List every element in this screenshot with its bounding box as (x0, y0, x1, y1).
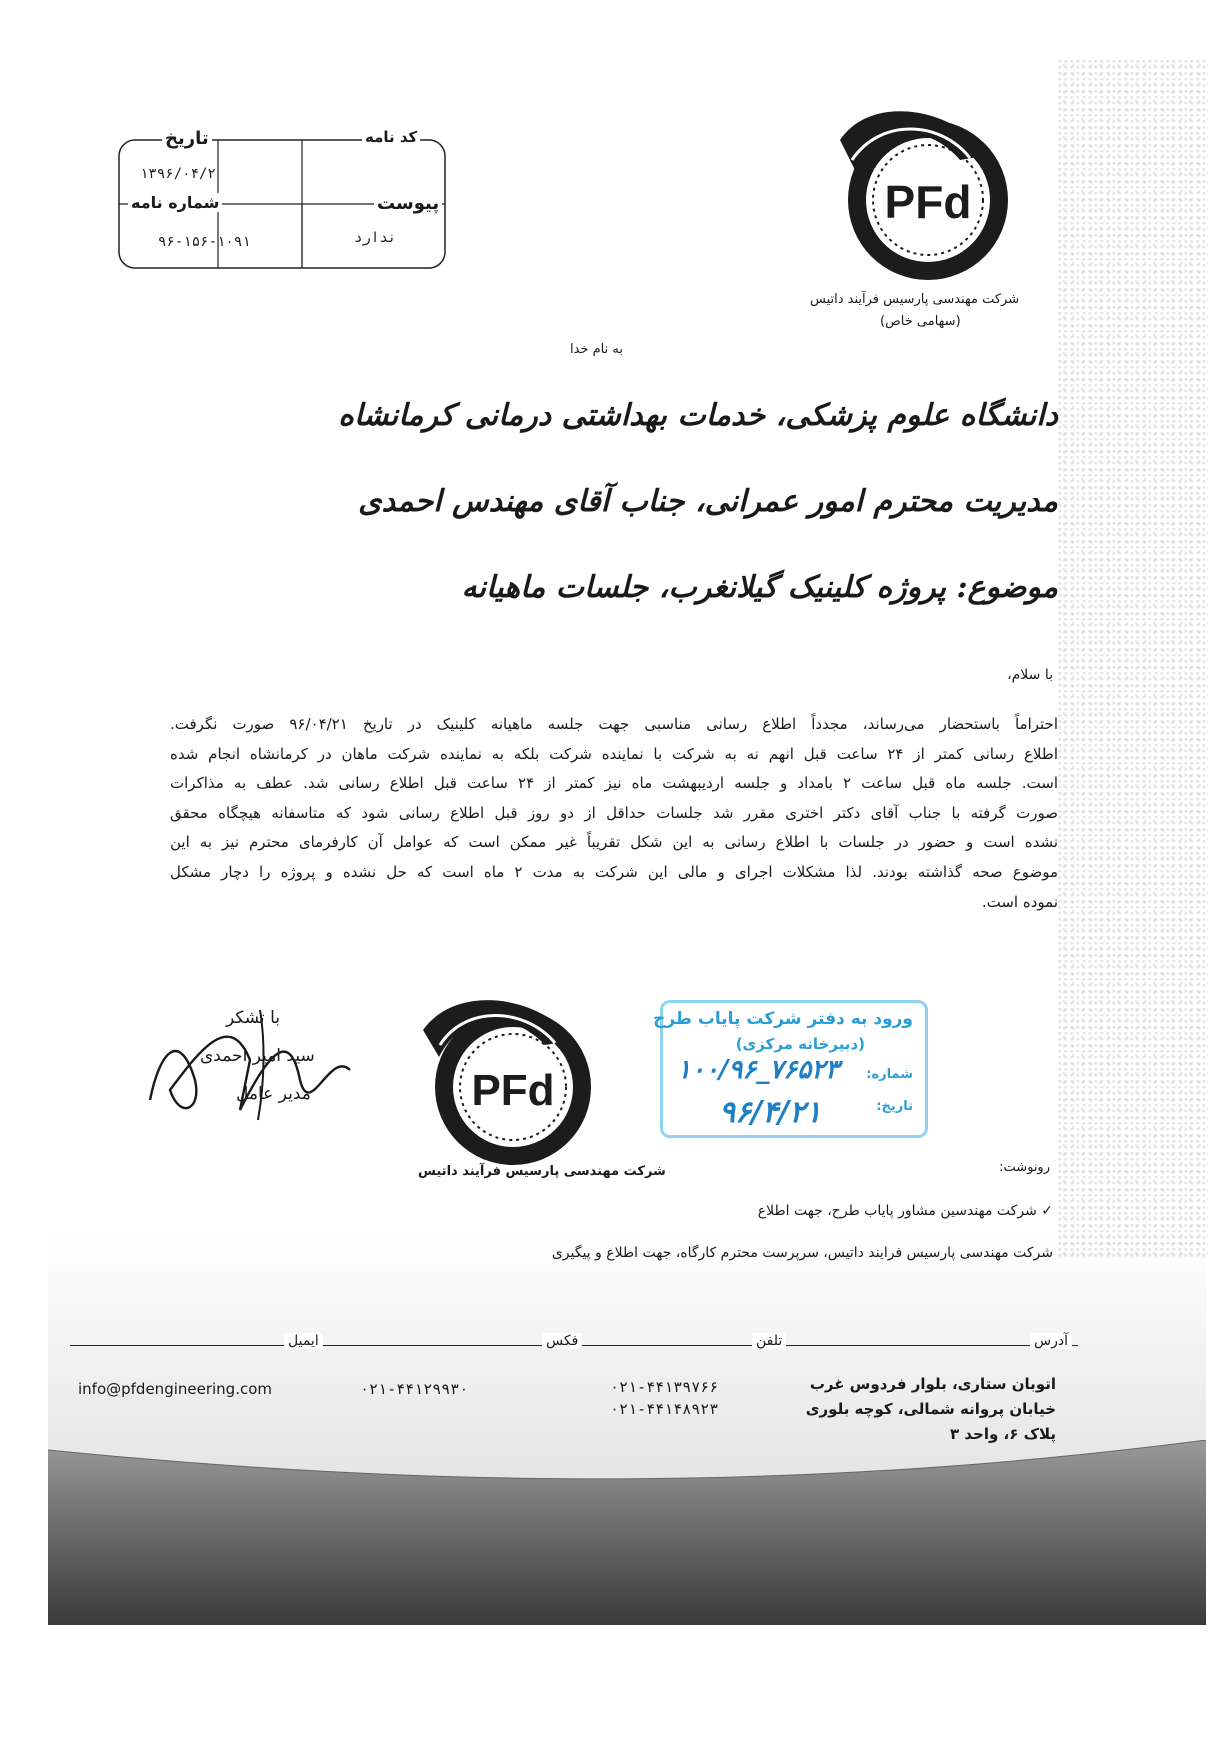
signer-name: سید امیر احمدی (200, 1046, 315, 1066)
handwritten-signature (140, 990, 370, 1130)
logo-text: PFd (884, 176, 972, 228)
receipt-stamp (653, 1000, 928, 1138)
company-seal (415, 985, 605, 1170)
recipient-person: مدیریت محترم امور عمرانی، جناب آقای مهندس احمدی (358, 484, 1058, 519)
address-line: خیابان پروانه شمالی، کوچه بلوری (805, 1400, 1056, 1418)
check-mark-icon: ✓ (1041, 1203, 1053, 1219)
fax-label: فکس (542, 1333, 582, 1349)
cc-line (758, 1203, 1053, 1219)
seal-logo-text: PFd (471, 1066, 555, 1115)
attachment-label: پیوست (374, 193, 442, 214)
date-label: تاریخ (162, 128, 212, 149)
recipient-organization: دانشگاه علوم پزشکی، خدمات بهداشتی درمانی کرمانشاه (338, 398, 1058, 433)
body-line: احتراماً باستحضار می‌رساند، مجدداً اطلاع رسانی مناسبی جهت جلسه ماهیانه کلینیک در تاریخ ۹۶/۰۴/۲۱ صورت نگرفت. (170, 715, 1058, 733)
company-type: (سهامی خاص) (880, 314, 961, 329)
company-name: شرکت مهندسی پارسیس فرآیند داتیس (810, 292, 1020, 307)
body-line: است. جلسه ماه قبل ساعت ۲ بامداد و جلسه اردیبهشت ماه نیز کمتر از ۲۴ ساعت قبل اطلاع رسانی شد. عطف به مذاکرات (170, 774, 1058, 793)
address-line: پلاک ۶، واحد ۳ (949, 1425, 1056, 1443)
seal-company-name: شرکت مهندسی پارسیس فرآیند داتیس (418, 1164, 666, 1179)
salutation: با سلام، (1007, 667, 1053, 683)
letter-subject: موضوع: پروژه کلینیک گیلانغرب، جلسات ماهیانه (461, 570, 1058, 605)
address-label: آدرس (1030, 1333, 1072, 1349)
email-label: ایمیل (284, 1333, 323, 1349)
letter-number-value: ۹۶-۱۵۶-۱۰۹۱ (158, 234, 251, 250)
date-value: ۱۳۹۶/۰۴/۲ (140, 166, 216, 182)
attachment-value: ندارد (354, 230, 397, 246)
phone-number: ۰۲۱-۴۴۱۳۹۷۶۶ (610, 1378, 719, 1396)
body-line: نشده است و حضور در جلسات با اطلاع رسانی به این شکل تقریباً غیر ممکن است که عوامل آن کارفرمای محترم نیز به این (170, 833, 1058, 852)
body-line: نموده است. (981, 892, 1058, 911)
company-logo (830, 100, 1020, 285)
stamp-subtitle: (دبیرخانه مرکزی) (735, 1035, 865, 1053)
letter-body (170, 710, 1058, 917)
cc-label: رونوشت: (999, 1160, 1050, 1175)
email-address: info@pfdengineering.com (78, 1380, 273, 1398)
signer-title: مدیر عامل (236, 1084, 311, 1104)
closing-text: با تشکر (226, 1008, 280, 1028)
cc-line: شرکت مهندسی پارسیس فرایند داتیس، سرپرست محترم کارگاه، جهت اطلاع و پیگیری (551, 1245, 1053, 1261)
stamp-title: ورود به دفتر شرکت پایاب طرح (653, 1009, 913, 1029)
scan-noise (1058, 60, 1208, 1260)
code-label: کد نامه (362, 128, 420, 146)
body-line: اطلاع رسانی کمتر از ۲۴ ساعت قبل انهم نه به شرکت با نماینده شرکت بلکه به نماینده شرکت ماهان در کرمانشاه انجام شده (170, 744, 1058, 763)
scan-shading (48, 1440, 1206, 1625)
bismillah: به نام خدا (570, 342, 623, 357)
stamp-number-label: شماره: (866, 1067, 913, 1082)
stamp-date-label: تاریخ: (876, 1099, 913, 1114)
body-line: موضوع صحه گذاشته بودند. لذا مشکلات اجرای و مالی این شرکت به مدت ۲ ماه است که حل نشده و پروژه را دچار مشکل (170, 862, 1058, 881)
stamp-number-value: ۱۰۰/۹۶_۷۶۵۲۳ (677, 1055, 840, 1085)
cc-line-text: شرکت مهندسین مشاور پایاب طرح، جهت اطلاع (757, 1203, 1037, 1219)
phone-number: ۰۲۱-۴۴۱۴۸۹۲۳ (610, 1400, 719, 1418)
letter-number-label: شماره نامه (128, 193, 222, 212)
stamp-date-value: ۹۶/۴/۲۱ (719, 1095, 822, 1130)
fax-number: ۰۲۱-۴۴۱۲۹۹۳۰ (360, 1380, 469, 1398)
address-line: اتوبان ستاری، بلوار فردوس غرب (809, 1375, 1056, 1393)
letter-info-box (118, 128, 446, 271)
body-line: صورت گرفته با جناب آقای دکتر اختری مقرر شد جلسات حداقل از دو روز قبل اطلاع رسانی شود که متاسفانه هیچگاه محقق (170, 803, 1058, 822)
phone-label: تلفن (752, 1333, 786, 1349)
